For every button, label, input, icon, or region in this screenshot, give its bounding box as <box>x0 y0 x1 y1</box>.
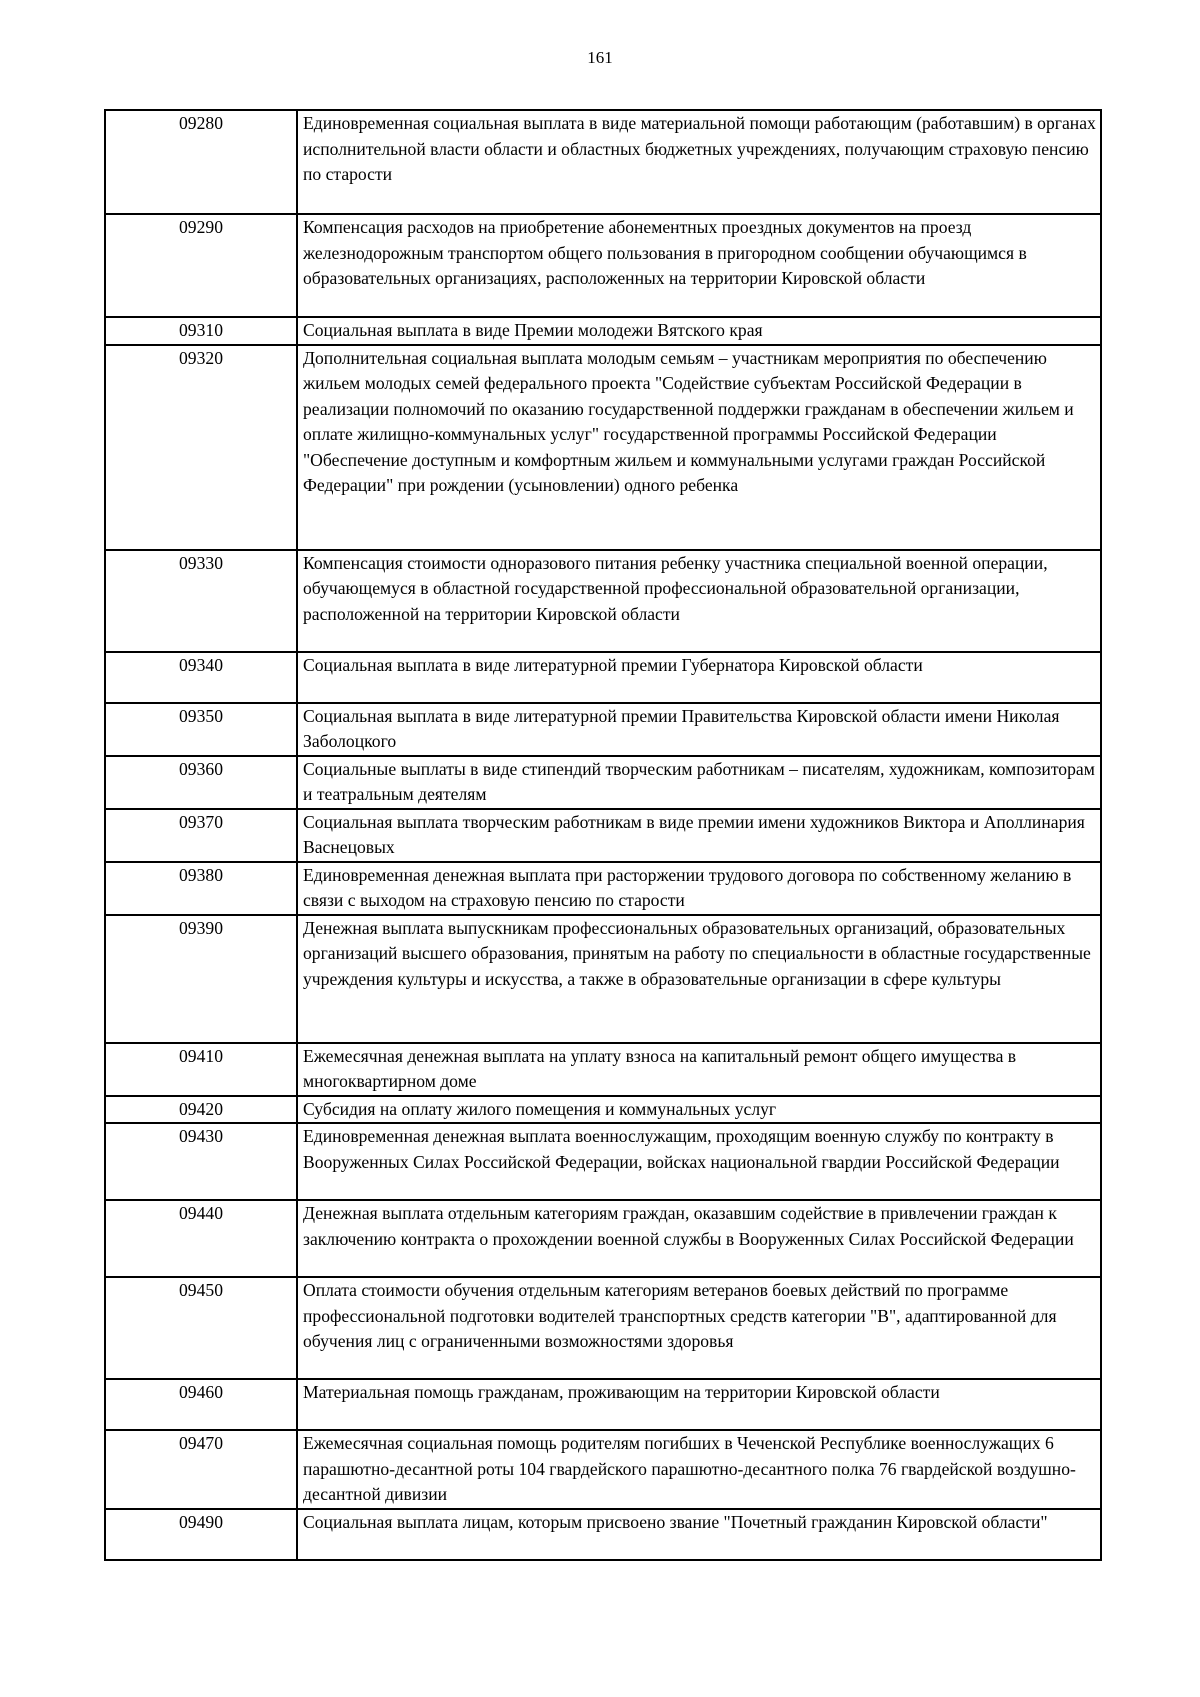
table-row <box>105 214 1101 317</box>
table-row <box>105 550 1101 652</box>
row-code: 09420 <box>105 1096 297 1124</box>
table-row <box>105 652 1101 703</box>
row-description: Ежемесячная денежная выплата на уплату взноса на капитальный ремонт общего имущества в многоквартирном доме <box>297 1043 1101 1096</box>
row-code: 09290 <box>105 214 297 317</box>
row-description: Социальная выплата творческим работникам в виде премии имени художников Виктора и Аполлинария Васнецовых <box>297 809 1101 862</box>
row-code: 09280 <box>105 110 297 214</box>
row-description: Социальная выплата в виде Премии молодежи Вятского края <box>297 317 1101 345</box>
row-description: Социальная выплата лицам, которым присвоено звание "Почетный гражданин Кировской области" <box>297 1509 1101 1560</box>
table-row <box>105 1200 1101 1277</box>
table-row <box>105 809 1101 862</box>
row-code: 09380 <box>105 862 297 915</box>
row-description: Социальная выплата в виде литературной премии Правительства Кировской области имени Николая Заболоцкого <box>297 703 1101 756</box>
row-code: 09410 <box>105 1043 297 1096</box>
row-description: Материальная помощь гражданам, проживающим на территории Кировской области <box>297 1379 1101 1430</box>
row-description: Единовременная денежная выплата военнослужащим, проходящим военную службу по контракту в Вооруженных Силах Российской Федерации, войсках национальной гвардии Российской Федерации <box>297 1123 1101 1200</box>
row-description: Денежная выплата отдельным категориям граждан, оказавшим содействие в привлечении граждан к заключению контракта о прохождении военной службы в Вооруженных Силах Российской Федерации <box>297 1200 1101 1277</box>
table-row <box>105 1379 1101 1430</box>
row-code: 09350 <box>105 703 297 756</box>
row-description: Ежемесячная социальная помощь родителям погибших в Чеченской Республике военнослужащих 6 парашютно-десантной роты 104 гвардейского парашютно-десантного полка 76 гвардейской воздушно-десантной дивизии <box>297 1430 1101 1509</box>
row-description: Социальные выплаты в виде стипендий творческим работникам – писателям, художникам, композиторам и театральным деятелям <box>297 756 1101 809</box>
table-row <box>105 915 1101 1043</box>
row-description: Компенсация расходов на приобретение абонементных проездных документов на проезд железнодорожным транспортом общего пользования в пригородном сообщении обучающимся в образовательных организациях, расположенных на территории Кировской области <box>297 214 1101 317</box>
row-code: 09370 <box>105 809 297 862</box>
row-code: 09440 <box>105 1200 297 1277</box>
table-row <box>105 1430 1101 1509</box>
row-description: Единовременная денежная выплата при расторжении трудового договора по собственному желанию в связи с выходом на страховую пенсию по старости <box>297 862 1101 915</box>
codes-table-body <box>105 110 1101 1560</box>
row-code: 09360 <box>105 756 297 809</box>
row-code: 09330 <box>105 550 297 652</box>
page-number: 161 <box>587 48 613 67</box>
row-description: Денежная выплата выпускникам профессиональных образовательных организаций, образовательных организаций высшего образования, принятым на работу по специальности в областные государственные учреждения культуры и искусства, а также в образовательные организации в сфере культуры <box>297 915 1101 1043</box>
table-row <box>105 317 1101 345</box>
table-row <box>105 1277 1101 1379</box>
row-code: 09450 <box>105 1277 297 1379</box>
row-description: Единовременная социальная выплата в виде материальной помощи работающим (работавшим) в органах исполнительной власти области и областных бюджетных учреждениях, получающим страховую пенсию по старости <box>297 110 1101 214</box>
row-code: 09430 <box>105 1123 297 1200</box>
table-row <box>105 1123 1101 1200</box>
row-description: Оплата стоимости обучения отдельным категориям ветеранов боевых действий по программе профессиональной подготовки водителей транспортных средств категории "В", адаптированной для обучения лиц с ограниченными возможностями здоровья <box>297 1277 1101 1379</box>
row-description: Социальная выплата в виде литературной премии Губернатора Кировской области <box>297 652 1101 703</box>
table-row <box>105 345 1101 550</box>
row-code: 09340 <box>105 652 297 703</box>
row-description: Дополнительная социальная выплата молодым семьям – участникам мероприятия по обеспечению жильем молодых семей федерального проекта "Содействие субъектам Российской Федерации в реализации полномочий по оказанию государственной поддержки гражданам в обеспечении жильем и оплате жилищно-коммунальных услуг" государственной программы Российской Федерации "Обеспечение доступным и комфортным жильем и коммунальными услугами граждан Российской Федерации" при рождении (усыновлении) одного ребенка <box>297 345 1101 550</box>
codes-table <box>104 109 1102 1561</box>
row-code: 09320 <box>105 345 297 550</box>
row-description: Субсидия на оплату жилого помещения и коммунальных услуг <box>297 1096 1101 1124</box>
table-row <box>105 1096 1101 1124</box>
table-row <box>105 1043 1101 1096</box>
row-code: 09390 <box>105 915 297 1043</box>
table-row <box>105 1509 1101 1560</box>
table-row <box>105 862 1101 915</box>
table-row <box>105 703 1101 756</box>
table-row <box>105 110 1101 214</box>
row-code: 09470 <box>105 1430 297 1509</box>
row-description: Компенсация стоимости одноразового питания ребенку участника специальной военной операции, обучающемуся в областной государственной профессиональной образовательной организации, расположенной на территории Кировской области <box>297 550 1101 652</box>
row-code: 09490 <box>105 1509 297 1560</box>
row-code: 09460 <box>105 1379 297 1430</box>
row-code: 09310 <box>105 317 297 345</box>
table-row <box>105 756 1101 809</box>
